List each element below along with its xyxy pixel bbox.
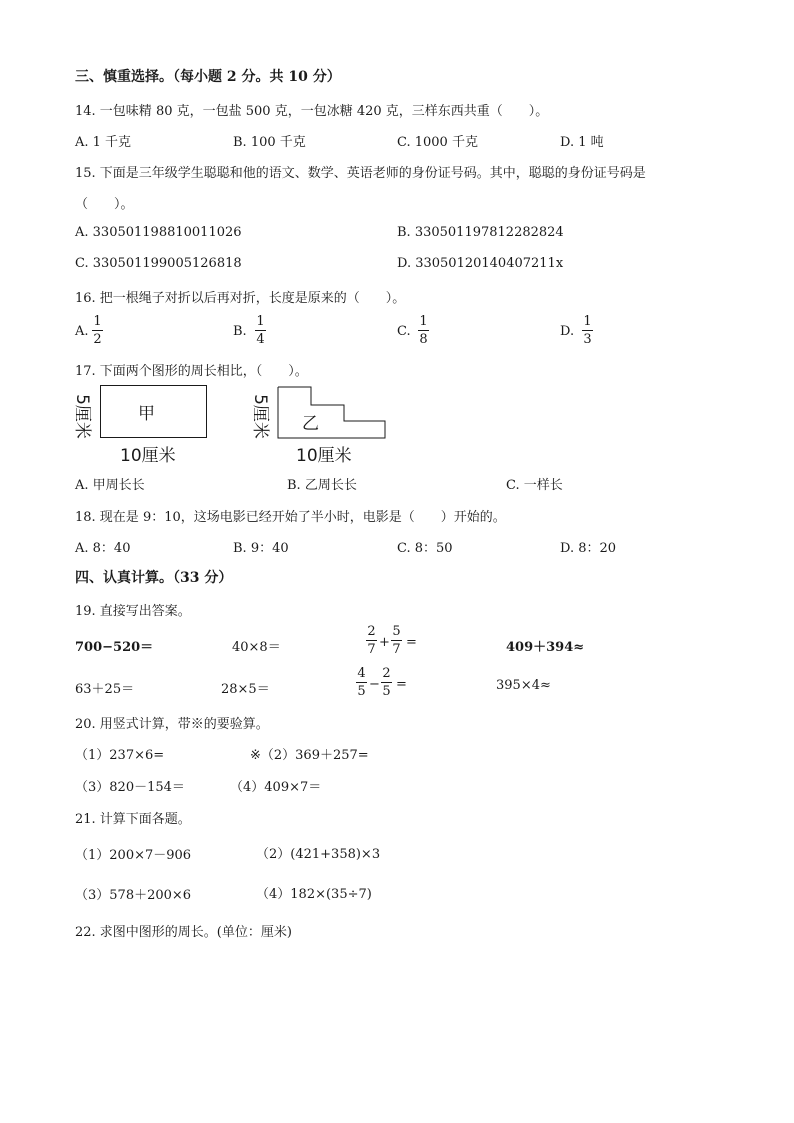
fraction-numerator: 1 bbox=[583, 314, 592, 329]
q15-option-a: A. 330501198810011026 bbox=[75, 225, 242, 240]
figure-jia bbox=[70, 382, 220, 466]
fraction-bar bbox=[391, 640, 402, 641]
fraction-bar bbox=[92, 330, 103, 331]
q19-fraction-expr-1 bbox=[366, 624, 426, 664]
q18-option-d: D. 8：20 bbox=[560, 541, 617, 556]
q14-option-a: A. 1 千克 bbox=[75, 135, 132, 150]
fraction-denominator: 5 bbox=[382, 684, 391, 699]
q17-option-b: B. 乙周长长 bbox=[287, 478, 357, 493]
q16-option-c-fraction bbox=[418, 314, 429, 347]
q19-fraction-expr-2 bbox=[356, 666, 416, 706]
question-20-stem: 20. 用竖式计算，带※的要验算。 bbox=[75, 717, 269, 732]
q20-item-2: ※（2）369＋257= bbox=[250, 748, 369, 763]
q17-option-c: C. 一样长 bbox=[506, 478, 563, 493]
fraction-numerator: 1 bbox=[256, 314, 265, 329]
fraction-denominator: 7 bbox=[367, 642, 376, 657]
q14-option-c: C. 1000 千克 bbox=[397, 135, 478, 150]
figure-jia-width-label: 10厘米 bbox=[120, 446, 176, 466]
figure-yi-width-label: 10厘米 bbox=[296, 446, 352, 466]
fraction-numerator: 1 bbox=[419, 314, 428, 329]
fraction-bar bbox=[582, 330, 593, 331]
q15-option-c: C. 330501199005126818 bbox=[75, 256, 242, 271]
fraction-bar bbox=[381, 682, 392, 683]
section-3-title: 三、慎重选择。（每小题 2 分。共 10 分） bbox=[75, 69, 341, 85]
fraction-numerator: 4 bbox=[357, 666, 366, 681]
fraction-denominator: 5 bbox=[357, 684, 366, 699]
q16-option-d-letter: D. bbox=[560, 324, 575, 339]
q17-option-a: A. 甲周长长 bbox=[75, 478, 145, 493]
fraction-b bbox=[381, 666, 392, 699]
figure-yi-staircase-shape bbox=[276, 384, 388, 440]
q19-expr-3: 409＋394≈ bbox=[506, 640, 585, 655]
operator: − bbox=[369, 677, 380, 692]
figure-jia-height-label: 5厘米 bbox=[71, 394, 92, 439]
q16-option-b-fraction bbox=[255, 314, 266, 347]
q14-option-d: D. 1 吨 bbox=[560, 135, 604, 150]
equals: = bbox=[396, 677, 407, 692]
fraction-numerator: 2 bbox=[367, 624, 376, 639]
q21-item-2: （2）(421+358)×3 bbox=[256, 847, 381, 862]
figure-jia-name: 甲 bbox=[138, 404, 155, 424]
q19-expr-5: 28×5＝ bbox=[221, 682, 270, 697]
question-14-stem: 14. 一包味精 80 克，一包盐 500 克，一包冰糖 420 克，三样东西共重（ ）。 bbox=[75, 104, 549, 119]
q16-option-a-letter: A. bbox=[75, 324, 89, 339]
question-19-stem: 19. 直接写出答案。 bbox=[75, 604, 191, 619]
fraction-denominator: 4 bbox=[256, 332, 265, 347]
q16-option-d-fraction bbox=[582, 314, 593, 347]
fraction-denominator: 3 bbox=[583, 332, 592, 347]
q15-option-d: D. 33050120140407211x bbox=[397, 256, 564, 271]
fraction-a bbox=[356, 666, 367, 699]
fraction-bar bbox=[366, 640, 377, 641]
section-4-title: 四、认真计算。（33 分） bbox=[75, 570, 233, 586]
q21-item-4: （4）182×(35÷7) bbox=[256, 887, 372, 902]
question-21-stem: 21. 计算下面各题。 bbox=[75, 812, 191, 827]
q19-expr-2: 40×8＝ bbox=[232, 640, 281, 655]
fraction-bar bbox=[255, 330, 266, 331]
fraction-bar bbox=[356, 682, 367, 683]
question-17-stem: 17. 下面两个图形的周长相比，（ ）。 bbox=[75, 364, 308, 379]
question-16-stem: 16. 把一根绳子对折以后再对折，长度是原来的（ ）。 bbox=[75, 291, 406, 306]
fraction-a bbox=[366, 624, 377, 657]
question-15-stem-line1: 15. 下面是三年级学生聪聪和他的语文、数学、英语老师的身份证号码。其中，聪聪的身份证号码是 bbox=[75, 166, 646, 181]
fraction-numerator: 5 bbox=[392, 624, 401, 639]
fraction-bar bbox=[418, 330, 429, 331]
q16-option-a-fraction bbox=[92, 314, 103, 347]
figure-yi bbox=[248, 382, 398, 466]
fraction-denominator: 8 bbox=[419, 332, 428, 347]
q20-item-1: （1）237×6= bbox=[75, 748, 165, 763]
question-22-stem: 22. 求图中图形的周长。(单位：厘米) bbox=[75, 925, 292, 940]
q15-option-b: B. 330501197812282824 bbox=[397, 225, 564, 240]
fraction-numerator: 1 bbox=[93, 314, 102, 329]
q16-option-c-letter: C. bbox=[397, 324, 411, 339]
fraction-numerator: 2 bbox=[382, 666, 391, 681]
fraction-b bbox=[391, 624, 402, 657]
figure-yi-height-label: 5厘米 bbox=[249, 394, 270, 439]
q20-item-4: （4）409×7＝ bbox=[230, 780, 322, 795]
operator: + bbox=[379, 635, 390, 650]
question-15-stem-line2: （ ）。 bbox=[75, 197, 134, 212]
q18-option-b: B. 9：40 bbox=[233, 541, 289, 556]
fraction-denominator: 7 bbox=[392, 642, 401, 657]
q21-item-3: （3）578＋200×6 bbox=[75, 888, 192, 903]
q18-option-c: C. 8：50 bbox=[397, 541, 453, 556]
q14-option-b: B. 100 千克 bbox=[233, 135, 306, 150]
q18-option-a: A. 8：40 bbox=[75, 541, 131, 556]
q19-expr-4: 63＋25＝ bbox=[75, 682, 135, 697]
q19-expr-1: 700−520＝ bbox=[75, 640, 154, 655]
figure-yi-name: 乙 bbox=[302, 414, 319, 434]
question-18-stem: 18. 现在是 9：10，这场电影已经开始了半小时，电影是（ ）开始的。 bbox=[75, 510, 506, 525]
q19-expr-6: 395×4≈ bbox=[496, 678, 551, 693]
q20-item-3: （3）820－154＝ bbox=[75, 780, 185, 795]
equals: = bbox=[406, 635, 417, 650]
q21-item-1: （1）200×7－906 bbox=[75, 848, 192, 863]
q16-option-b-letter: B. bbox=[233, 324, 247, 339]
fraction-denominator: 2 bbox=[93, 332, 102, 347]
